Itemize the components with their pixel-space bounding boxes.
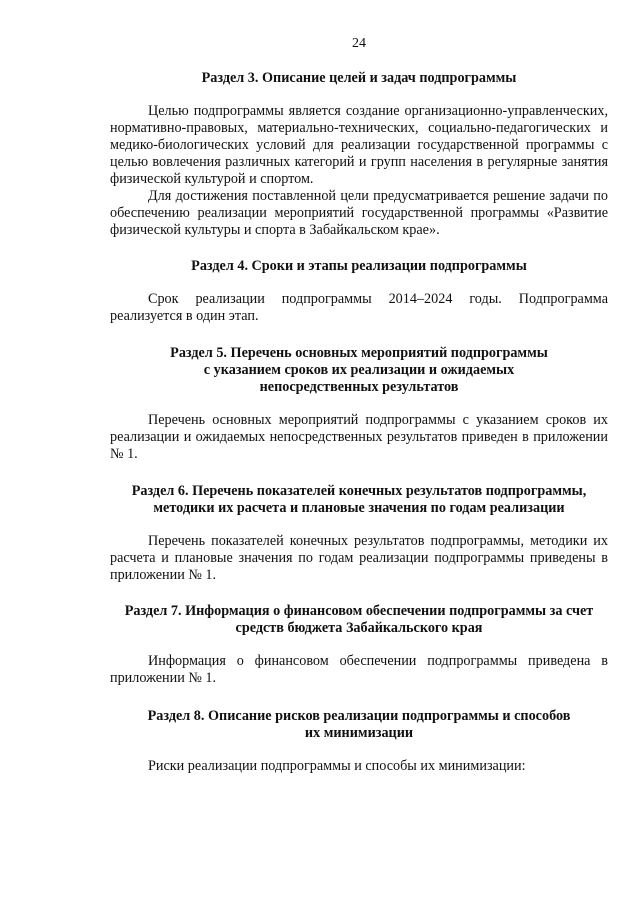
section-heading xyxy=(110,345,608,396)
section-7 xyxy=(110,603,608,687)
paragraph: Информация о финансовом обеспечении подпрограммы приведена в приложении № 1. xyxy=(110,653,608,686)
paragraph: Перечень основных мероприятий подпрограммы с указанием сроков их реализации и ожидаемых непосредственных результатов приведен в приложении № 1. xyxy=(110,412,608,462)
section-3 xyxy=(110,70,608,239)
section-heading xyxy=(110,708,608,742)
section-heading xyxy=(110,70,608,87)
heading-line: средств бюджета Забайкальского края xyxy=(235,620,483,636)
heading-line: методики их расчета и плановые значения по годам реализации xyxy=(153,500,565,516)
heading-line: Раздел 7. Информация о финансовом обеспечении подпрограммы за счет xyxy=(124,603,594,619)
heading-line: Раздел 8. Описание рисков реализации подпрограммы и способов xyxy=(147,708,571,724)
section-8 xyxy=(110,708,608,775)
section-heading xyxy=(110,603,608,637)
heading-line: с указанием сроков их реализации и ожидаемых xyxy=(203,362,515,378)
section-4 xyxy=(110,258,608,325)
paragraph: Срок реализации подпрограммы 2014–2024 годы. Подпрограмма реализуется в один этап. xyxy=(110,291,608,324)
heading-line: Раздел 6. Перечень показателей конечных результатов подпрограммы, xyxy=(131,483,587,499)
section-5 xyxy=(110,345,608,463)
heading-line: Раздел 3. Описание целей и задач подпрограммы xyxy=(201,70,517,86)
section-6 xyxy=(110,483,608,584)
paragraph: Перечень показателей конечных результатов подпрограммы, методики их расчета и плановые значения по годам реализации подпрограммы приведены в приложении № 1. xyxy=(110,533,608,583)
paragraph: Для достижения поставленной цели предусматривается решение задачи по обеспечению реализации мероприятий государственной программы «Развитие физической культуры и спорта в Забайкальском крае». xyxy=(110,188,608,238)
heading-line: Раздел 4. Сроки и этапы реализации подпрограммы xyxy=(191,258,527,274)
heading-line: Раздел 5. Перечень основных мероприятий подпрограммы xyxy=(170,345,548,361)
paragraph: Целью подпрограммы является создание организационно-управленческих, нормативно-правовых, материально-технических, социально-педагогических и медико-биологических условий для реализации государственной программы с целью вовлечения различных категорий и групп населения в регулярные занятия физической культурой и спортом. xyxy=(110,103,608,187)
section-heading xyxy=(110,258,608,275)
section-heading xyxy=(110,483,608,517)
heading-line: их минимизации xyxy=(304,725,414,741)
heading-line: непосредственных результатов xyxy=(259,379,459,395)
page-number: 24 xyxy=(352,36,366,51)
paragraph: Риски реализации подпрограммы и способы их минимизации: xyxy=(148,758,526,774)
